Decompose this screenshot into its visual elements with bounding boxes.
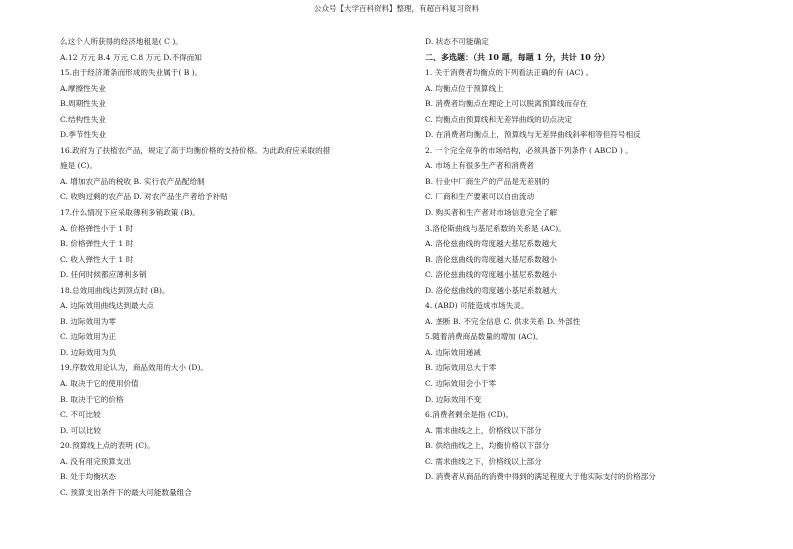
text-line: 么这个人所获得的经济地租是( C )。 [60, 37, 183, 46]
text-line: A.摩擦性失业 [60, 83, 106, 93]
text-line: A. 价格弹性小于 1 时 [60, 223, 134, 233]
text-line: D. 在消费者均衡点上，预算线与无差异曲线斜率相等但符号相反 [425, 130, 641, 140]
text-line: D. 消费者从商品的消费中得到的满足程度大于他实际支付的价格部分 [425, 472, 656, 482]
text-line: A. 边际效用曲线达到最大点 [60, 301, 154, 311]
text-line: C. 洛伦兹曲线的弯度越小基尼系数越小 [425, 270, 557, 280]
text-line: A.12 万元 B.4 万元 C.8 万元 D.不得而知 [60, 52, 202, 62]
text-line: C. 需求曲线之下，价格线以上部分 [425, 456, 542, 466]
text-line: A. 需求曲线之上，价格线以下部分 [425, 425, 542, 435]
text-line: B. 供给曲线之上，均衡价格以下部分 [425, 441, 550, 451]
text-line: B. 边际效用总大于零 [425, 363, 497, 373]
text-line: A. 增加农产品的税收 B. 实行农产品配给制 [60, 176, 205, 186]
text-line: C. 厂商和生产要素可以自由流动 [425, 192, 535, 202]
text-line: C. 收购过剩的农产品 D. 对农产品生产者给予补贴 [60, 192, 228, 202]
text-line: A. 洛伦兹曲线的弯度越大基尼系数越大 [425, 239, 557, 249]
text-line: A. 市场上有很多生产者和消费者 [425, 161, 535, 171]
section-title: 二、多选题：（共 10 题，每题 1 分，共计 10 分） [425, 51, 610, 62]
text-line: A. 取决于它的使用价值 [60, 379, 139, 389]
text-line: D.季节性失业 [60, 130, 107, 140]
text-line: 施是 (C)。 [60, 161, 97, 171]
text-line: D. 可以比较 [60, 425, 102, 435]
text-line: B. 消费者均衡点在理论上可以脱离预算线而存在 [425, 99, 588, 109]
text-line: 16.政府为了扶植农产品，规定了高于均衡价格的支持价格。为此政府应采取的措 [60, 145, 331, 155]
text-line: C. 边际效用会小于零 [425, 379, 497, 389]
page-header: 公众号【大学百科资料】整理，有超百科复习资料 [314, 4, 479, 13]
text-line: B.周期性失业 [60, 99, 106, 109]
text-line: 17.什么情况下应采取薄利多销政策 (B)。 [60, 208, 200, 218]
text-line: B. 边际效用为零 [60, 316, 116, 326]
left-column [60, 34, 405, 500]
text-line: B. 洛伦兹曲线的弯度越大基尼系数越小 [425, 254, 557, 264]
text-line: B. 行业中厂商生产的产品是无差别的 [425, 176, 550, 186]
text-line: D. 边际效用为负 [60, 347, 117, 357]
text-line: 2. 一个完全竞争的市场结构，必须具备下列条件 ( ABCD ) 。 [425, 145, 633, 155]
text-line: D. 边际效用不变 [425, 394, 482, 404]
text-line: D. 任何时候都应薄利多销 [60, 270, 147, 280]
text-line: C. 均衡点由预算线和无差异曲线的切点决定 [425, 114, 573, 124]
text-line: C. 不可比较 [60, 410, 101, 420]
text-line: A. 没有用完预算支出 [60, 456, 132, 466]
text-line: 20.预算线上点的表明 (C)。 [60, 441, 155, 451]
text-line: A. 垄断 B. 不完全信息 C. 供求关系 D. 外部性 [425, 316, 581, 326]
text-line: 4. (ABD) 可能造成市场失灵。 [425, 301, 529, 311]
text-line: 6.消费者剩余是指 (CD)。 [425, 410, 514, 420]
text-line: B. 价格弹性大于 1 时 [60, 239, 134, 249]
text-line: C. 边际效用为正 [60, 332, 116, 342]
text-line: D. 状态不可能确定 [425, 37, 489, 46]
text-line: 15.由于经济萧条而形成的失业属于( B )。 [60, 68, 203, 78]
text-line: D. 购买者和生产者对市场信息完全了解 [425, 208, 558, 218]
text-line: B. 处于均衡状态 [60, 472, 116, 482]
text-line: D. 洛伦兹曲线的弯度越小基尼系数越大 [425, 285, 558, 295]
text-line: 19.序数效用论认为，商品效用的大小 (D)。 [60, 363, 209, 373]
text-line: 18.总效用曲线达到顶点时 (B)。 [60, 285, 170, 295]
text-line: C.结构性失业 [60, 114, 106, 124]
text-line: C. 收入弹性大于 1 时 [60, 254, 134, 264]
right-column [425, 34, 765, 485]
text-line: 3.洛伦斯曲线与基尼系数的关系是 (AC)。 [425, 223, 566, 233]
text-line: B. 取决于它的价格 [60, 394, 124, 404]
text-line: C. 预算支出条件下的最大可能数量组合 [60, 487, 192, 497]
text-line: A. 边际效用递减 [425, 347, 481, 357]
text-line: A. 均衡点位于预算线上 [425, 83, 504, 93]
text-line: 5.随着消费商品数量的增加 (AC)。 [425, 332, 544, 342]
text-line: 1. 关于消费者均衡点的下列看法正确的有 (AC) 。 [425, 68, 594, 78]
